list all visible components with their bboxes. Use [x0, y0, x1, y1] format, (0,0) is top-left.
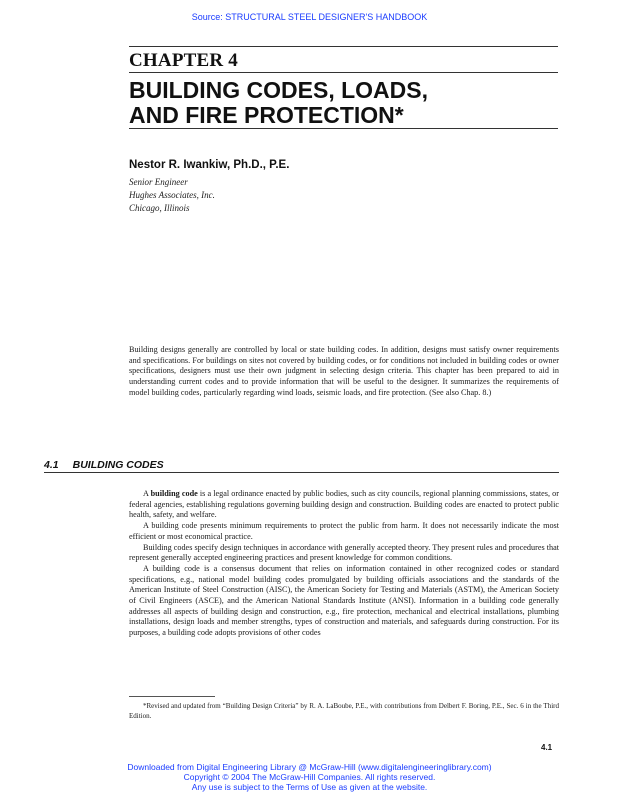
chapter-title [129, 78, 428, 128]
section-rule [44, 472, 559, 473]
body-paragraph-4: A building code is a consensus document that relies on information contained in other recognized codes or standard specifications, e.g., national model building codes promulgated by building officials associations and the standards of the American Institute of Steel Construction (AISC), the American Society for Testing and Materials (ASTM), the American Society of Civil Engineers (ASCE), and the American National Standards Institute (ANSI). Information in a building code generally addresses all aspects of building design and construction, e.g., fire protection, mechanical and electrical installations, plumbing installations, design loads and member strengths, types of construction and materials, and safeguards during construction. For its purposes, a building code adopts provisions of other codes [129, 563, 559, 638]
chapter-title-line1: BUILDING CODES, LOADS, [129, 77, 429, 103]
author-name: Nestor R. Iwankiw, Ph.D., P.E. [129, 159, 290, 171]
page-number: 4.1 [541, 743, 553, 752]
chapter-top-rule [129, 46, 558, 47]
section-title: BUILDING CODES [72, 459, 164, 471]
section-heading [44, 459, 164, 471]
source-header: Source: STRUCTURAL STEEL DESIGNER'S HANDBOOK [191, 12, 428, 22]
author-organization: Hughes Associates, Inc. [129, 190, 215, 200]
chapter-bottom-rule [129, 72, 558, 73]
author-position: Senior Engineer [129, 177, 188, 187]
terms-of-use-notice[interactable]: Any use is subject to the Terms of Use as given at the website. [191, 782, 428, 792]
body-paragraph-3: Building codes specify design techniques in accordance with generally accepted theory. They present rules and procedures that represent generally accepted engineering practices and present knowledge for common conditions. [129, 542, 559, 563]
copyright-notice: Copyright © 2004 The McGraw-Hill Companies. All rights reserved. [183, 772, 436, 782]
term-building-code: building code [150, 489, 198, 498]
intro-paragraph [129, 345, 559, 399]
title-bottom-rule [129, 128, 558, 129]
body-paragraph-1: A building code is a legal ordinance enacted by public bodies, such as city councils, regional planning commissions, states, or federal agencies, establishing regulations governing building design and construction. Building codes are enacted to protect public health, safety, and welfare. [129, 489, 559, 520]
intro-text: Building designs generally are controlled by local or state building codes. In addition, designs must satisfy owner requirements and specifications. For buildings on sites not covered by building codes, or for conditions not included in building codes or owner specifications, designers must use their own judgment in selecting design criteria. This chapter has been prepared to aid in understanding current codes and to provide information that will be useful to the designer. It summarizes the requirements of model building codes, particularly regarding wind loads, seismic loads, and fire protection. (See also Chap. 8.) [129, 345, 559, 397]
section-number: 4.1 [44, 459, 59, 471]
chapter-label: CHAPTER 4 [129, 50, 238, 71]
chapter-title-line2: AND FIRE PROTECTION* [129, 102, 404, 128]
body-text [129, 489, 559, 639]
footnote-rule [129, 696, 215, 697]
body-paragraph-2: A building code presents minimum requirements to protect the public from harm. It does not necessarily indicate the most efficient or most economical practice. [129, 521, 559, 541]
footnote: *Revised and updated from “Building Design Criteria” by R. A. LaBoube, P.E., with contributions from Delbert F. Boring, P.E., Sec. 6 in the Third Edition. [129, 702, 559, 720]
download-notice-line1[interactable]: Downloaded from Digital Engineering Library @ McGraw-Hill (www.digitalengineeringlibrary.com) [127, 762, 492, 772]
author-location: Chicago, Illinois [129, 203, 190, 213]
